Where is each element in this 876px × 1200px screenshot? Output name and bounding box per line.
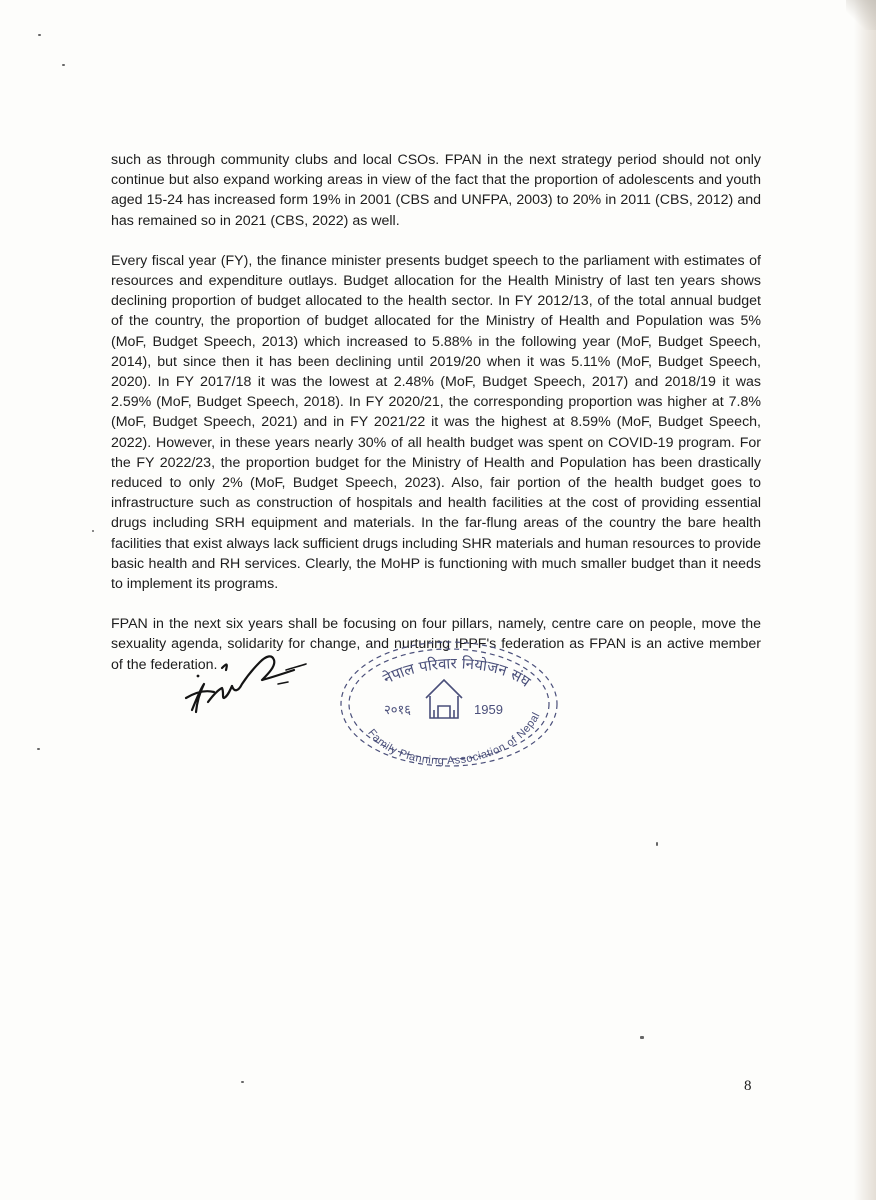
seal-year-nepali: २०१६ [384, 703, 412, 718]
signature-dot [197, 675, 200, 678]
scan-speck [37, 748, 40, 750]
page-corner-shadow [846, 0, 876, 30]
scan-speck [92, 530, 94, 532]
seal-year: 1959 [474, 702, 503, 717]
paragraph-youth-proportion: such as through community clubs and local CSOs. FPAN in the next strategy period should not only continue but also expand working areas in view of the fact that the proportion of adolescents and youth aged 15-24 has increased form 19% in 2001 (CBS and UNFPA, 2003) to 20% in 2011 (CBS, 2012) and has remained so in 2021 (CBS, 2022) as well. [111, 152, 761, 229]
page-edge-shadow [854, 0, 876, 1200]
handwritten-signature [182, 640, 312, 720]
scan-speck [62, 64, 65, 66]
organization-seal [334, 634, 564, 770]
scan-speck [656, 842, 658, 846]
body-text [111, 150, 761, 695]
scan-speck [38, 34, 41, 36]
scan-speck [241, 1081, 244, 1083]
house-logo-icon [426, 680, 462, 718]
paragraph-four-pillars: FPAN in the next six years shall be focusing on four pillars, namely, centre care on people, move the sexuality agenda, solidarity for change, and nurturing IPPF's federation as FPAN is an active member of the federation. [111, 616, 761, 673]
seal-top-text: नेपाल परिवार नियोजन संघ [380, 654, 534, 691]
page-number: 8 [744, 1078, 752, 1094]
scan-speck [640, 1036, 644, 1039]
seal-bottom-text: Family Planning Association of Nepal [365, 710, 543, 768]
paragraph-health-budget: Every fiscal year (FY), the finance minister presents budget speech to the parliament with estimates of resources and expenditure outlays. Budget allocation for the Health Ministry of last ten years shows declining proportion of budget allocated to the health sector. In FY 2012/13, of the total annual budget of the country, the proportion of budget allocated for the Ministry of Health and Population was 5% (MoF, Budget Speech, 2013) which increased to 5.88% in the following year (MoF, Budget Speech, 2014), but since then it has been declining until 2019/20 when it was 5.11% (MoF, Budget Speech, 2020). In FY 2017/18 it was the lowest at 2.48% (MoF, Budget Speech, 2017) and 2018/19 it was 2.59% (MoF, Budget Speech, 2018). In FY 2020/21, the corresponding proportion was higher at 7.8% (MoF, Budget Speech, 2021) and in FY 2021/22 it was the highest at 8.59% (MoF, Budget Speech, 2022). However, in these years nearly 30% of all health budget was spent on COVID-19 program. For the FY 2022/23, the proportion budget for the Ministry of Health and Population has been drastically reduced to only 2% (MoF, Budget Speech, 2023). Also, fair portion of the health budget goes to infrastructure such as construction of hospitals and health facilities at the cost of providing essential drugs including SRH equipment and materials. In the far-flung areas of the country the bare health facilities that exist always lack sufficient drugs including SHR materials and human resources to provide basic health and RH services. Clearly, the MoHP is functioning with much smaller budget than it needs to implement its programs. [111, 252, 761, 593]
